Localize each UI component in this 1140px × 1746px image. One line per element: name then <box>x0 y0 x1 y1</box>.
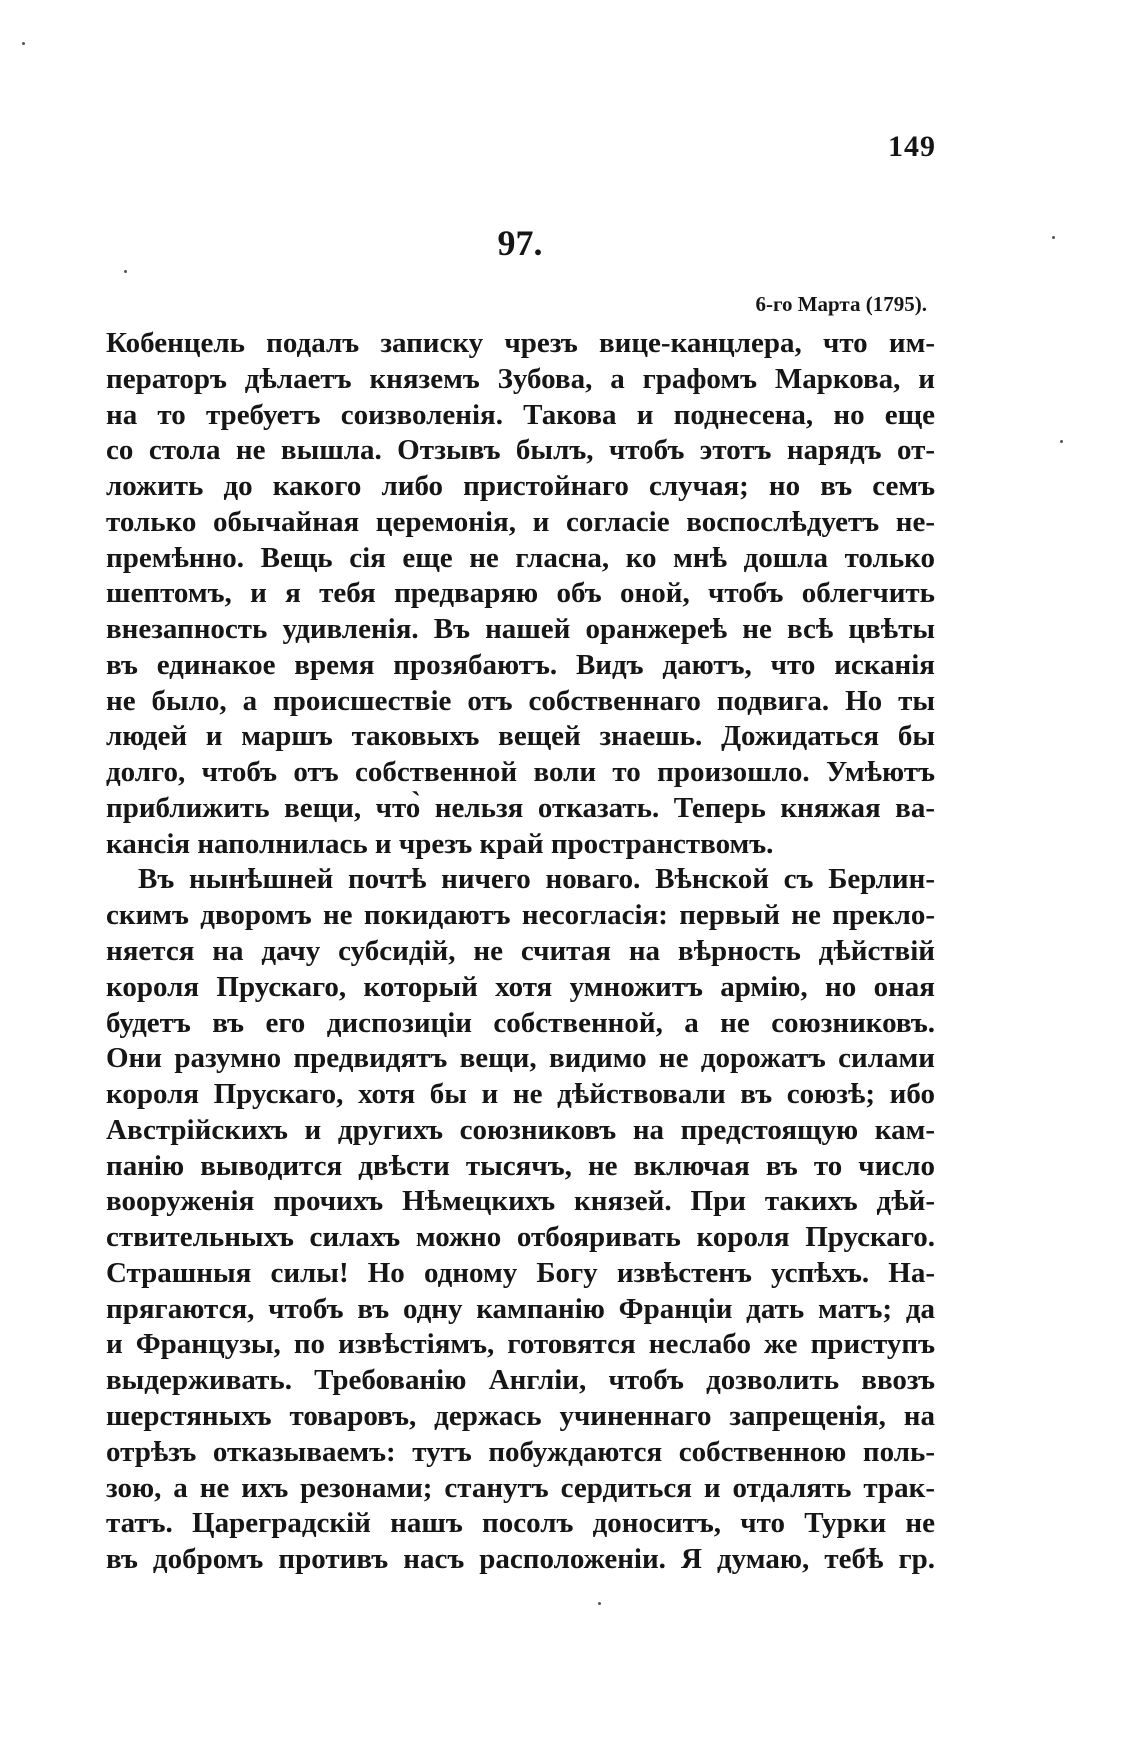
text-line: на то требуетъ соизволенія. Такова и поднесена, но еще <box>106 398 935 431</box>
text-line: татъ. Цареградскій нашъ посолъ доноситъ, что Турки не <box>106 1507 935 1540</box>
text-line: и Французы, по извѣстіямъ, готовятся неслабо же приступъ <box>106 1328 935 1361</box>
scan-speck <box>1060 440 1063 443</box>
text-line: не было, а происшествіе отъ собственнаго подвига. Но ты <box>106 684 935 717</box>
scan-speck <box>22 42 25 45</box>
text-line: въ добромъ противъ насъ расположеніи. Я думаю, тебѣ гр. <box>106 1543 935 1576</box>
scan-speck <box>124 270 127 273</box>
letter-number: 97. <box>497 223 543 263</box>
text-line: шептомъ, и я тебя предваряю объ оной, чтобъ облегчить <box>106 577 935 610</box>
text-line: ствительныхъ силахъ можно отбояривать короля Прускаго. <box>106 1221 935 1254</box>
text-line: внезапность удивленія. Въ нашей оранжереѣ не всѣ цвѣты <box>106 613 935 646</box>
text-line: со стола не вышла. Отзывъ былъ, чтобъ этотъ нарядъ от- <box>106 434 935 467</box>
text-line: панію выводится двѣсти тысячъ, не включая въ то число <box>106 1149 935 1182</box>
letter-date: 6-го Марта (1795). <box>755 292 927 316</box>
text-line: короля Прускаго, хотя бы и не дѣйствовали въ союзѣ; ибо <box>106 1078 935 1111</box>
text-line: выдерживать. Требованію Англіи, чтобъ дозволить ввозъ <box>106 1364 935 1397</box>
text-line: короля Прускаго, который хотя умножитъ армію, но оная <box>106 970 935 1003</box>
text-line: приближить вещи, что̀ нельзя отказать. Теперь княжая ва- <box>106 791 935 824</box>
text-line: въ единакое время прозябаютъ. Видъ даютъ, что исканія <box>106 648 935 681</box>
text-line: долго, чтобъ отъ собственной воли то произошло. Умѣютъ <box>106 756 935 789</box>
text-line: людей и маршъ таковыхъ вещей знаешь. Дожидаться бы <box>106 720 935 753</box>
text-line: кансія наполнилась и чрезъ край пространствомъ. <box>106 827 774 860</box>
text-line: зою, а не ихъ резонами; станутъ сердиться и отдалять трак- <box>106 1471 935 1504</box>
letter-body <box>106 326 935 1578</box>
text-line: будетъ въ его диспозиціи собственной, а не союзниковъ. <box>106 1006 935 1039</box>
text-line: ложить до какого либо пристойнаго случая; но въ семъ <box>106 470 935 503</box>
text-line: Они разумно предвидятъ вещи, видимо не дорожатъ силами <box>106 1042 935 1075</box>
text-line: отрѣзъ отказываемъ: тутъ побуждаются собственною поль- <box>106 1435 935 1468</box>
text-line: только обычайная церемонія, и согласіе воспослѣдуетъ не- <box>106 505 935 538</box>
text-line: ператоръ дѣлаетъ княземъ Зубова, а графомъ Маркова, и <box>106 362 935 395</box>
page-number: 149 <box>888 130 936 163</box>
text-line: Страшныя силы! Но одному Богу извѣстенъ успѣхъ. На- <box>106 1256 935 1289</box>
text-line: премѣнно. Вещь сія еще не гласна, ко мнѣ дошла только <box>106 541 935 574</box>
scan-speck <box>598 1602 601 1605</box>
text-line: няется на дачу субсидій, не считая на вѣрность дѣйствій <box>106 935 935 968</box>
text-line: шерстяныхъ товаровъ, держась учиненнаго запрещенія, на <box>106 1399 935 1432</box>
text-line: вооруженія прочихъ Нѣмецкихъ князей. При такихъ дѣй- <box>106 1185 935 1218</box>
text-line: Въ нынѣшней почтѣ ничего новаго. Вѣнской съ Берлин- <box>138 863 935 896</box>
scan-speck <box>1052 236 1055 239</box>
text-line: Австрійскихъ и другихъ союзниковъ на предстоящую кам- <box>106 1113 935 1146</box>
text-line: Кобенцель подалъ записку чрезъ вице-канцлера, что им- <box>106 327 935 359</box>
text-line: прягаются, чтобъ въ одну кампанію Франціи дать матъ; да <box>106 1292 935 1325</box>
text-line: скимъ дворомъ не покидаютъ несогласія: первый не прекло- <box>106 899 935 932</box>
